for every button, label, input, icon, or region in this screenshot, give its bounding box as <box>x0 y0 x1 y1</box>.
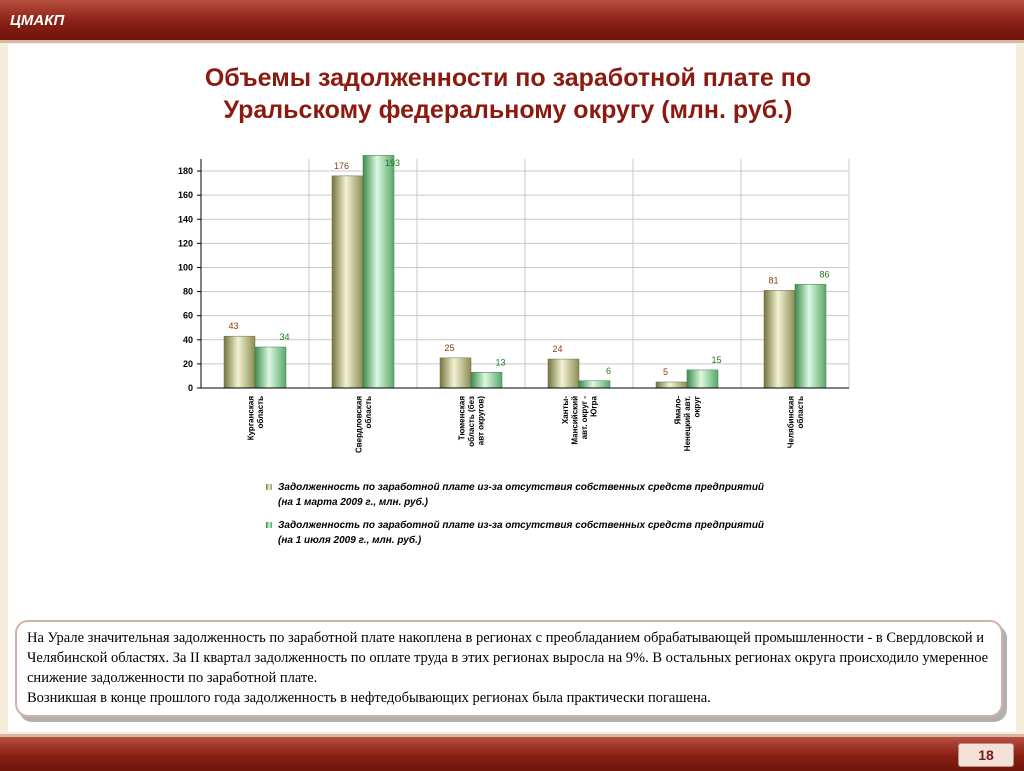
category-label-line: авт. округ - <box>579 396 589 440</box>
grid-lines <box>201 159 849 388</box>
legend-label-march-line2: (на 1 марта 2009 г., млн. руб.) <box>278 497 428 508</box>
top-bar <box>0 0 1024 43</box>
category-label-line: Челябинская <box>786 396 796 449</box>
category-label <box>354 396 373 453</box>
bar-march <box>548 359 579 388</box>
legend-swatch-march <box>266 484 272 490</box>
bar-chart <box>8 44 1016 484</box>
category-label-line: авт округов) <box>476 396 486 446</box>
category-label-line: Мансийский <box>570 396 580 445</box>
y-tick-label: 180 <box>177 166 193 177</box>
data-label-july: 86 <box>819 269 830 280</box>
axes <box>178 159 849 453</box>
data-label-july: 193 <box>384 158 401 168</box>
bar-march <box>656 382 687 388</box>
y-tick-label: 120 <box>177 238 193 249</box>
bar-march <box>224 336 255 388</box>
data-label-july: 6 <box>605 365 612 376</box>
data-label-march: 81 <box>768 275 779 286</box>
category-label <box>458 396 486 447</box>
y-tick-label: 20 <box>182 358 193 369</box>
title-line-1: Объемы задолженности по заработной плате по <box>204 64 812 92</box>
category-label-line: Свердловская <box>354 396 364 453</box>
data-label-march: 43 <box>228 321 239 332</box>
chart-legend <box>266 480 826 556</box>
category-label <box>674 395 702 451</box>
legend-item-july <box>266 518 826 548</box>
category-label <box>246 396 265 441</box>
y-tick-label: 40 <box>182 334 193 345</box>
commentary-box <box>15 620 1003 717</box>
title-line-2: Уральскому федеральному округу (млн. руб.) <box>223 96 793 124</box>
y-tick-label: 100 <box>177 262 193 273</box>
data-label-march: 24 <box>552 344 563 355</box>
legend-swatch-july <box>266 522 272 528</box>
category-label-line: округ <box>692 396 702 418</box>
bar-july <box>255 347 286 388</box>
page-number: 18 <box>958 743 1014 767</box>
bar-march <box>332 176 363 388</box>
data-label-july: 15 <box>711 354 722 365</box>
data-label-march: 5 <box>662 366 669 377</box>
category-label-line: область <box>795 396 805 429</box>
bar-july <box>579 381 610 388</box>
bar-july <box>687 370 718 388</box>
commentary-paragraph-2: Возникшая в конце прошлого года задолженность в нефтедобывающих регионах была практически погашена. <box>27 690 711 706</box>
bar-july <box>471 372 502 388</box>
category-label-line: Ненецкий авт. <box>683 396 692 452</box>
commentary-paragraph-1: На Урале значительная задолженность по заработной плате накоплена в регионах с преобладанием обрабатывающей промышленности - в Свердловской и Челябинской областях. За II квартал задолженность по оплате труда в этих регионах выросла на 9%. В остальных регионах округа происходило умеренное снижение задолженности по заработной плате. <box>27 630 989 686</box>
legend-item-march <box>266 480 826 510</box>
bar-march <box>440 358 471 388</box>
category-label-line: Югра <box>589 396 599 417</box>
data-label-july: 34 <box>279 332 290 343</box>
y-tick-label: 80 <box>182 286 193 297</box>
category-label-line: Ханты- <box>560 396 570 425</box>
data-label-july: 13 <box>495 357 506 368</box>
legend-label-july-line2: (на 1 июля 2009 г., млн. руб.) <box>278 535 422 546</box>
brand-label: ЦМАКП <box>10 12 65 29</box>
y-tick-label: 140 <box>177 214 193 225</box>
category-label-line: Курганская <box>246 396 256 441</box>
category-label-line: область <box>255 396 265 429</box>
legend-label-july-line1: Задолженность по заработной плате из-за отсутствия собственных средств предприятий <box>278 520 765 531</box>
y-tick-label: 60 <box>182 310 193 321</box>
data-label-march: 176 <box>333 160 350 171</box>
category-label <box>786 396 805 448</box>
bar-march <box>764 290 795 388</box>
category-label-line: область (без <box>467 396 476 447</box>
bottom-bar <box>0 734 1024 771</box>
slide <box>8 44 1016 732</box>
y-tick-label: 0 <box>187 383 193 393</box>
category-label-line: Тюменская <box>457 396 467 441</box>
bar-july <box>363 155 394 388</box>
category-label-line: область <box>363 396 373 429</box>
y-tick-label: 160 <box>177 190 193 201</box>
legend-label-march-line1: Задолженность по заработной плате из-за отсутствия собственных средств предприятий <box>278 482 765 493</box>
bar-july <box>795 284 826 388</box>
category-label <box>561 395 599 444</box>
data-label-march: 25 <box>444 342 455 353</box>
category-label-line: Ямало- <box>673 396 683 425</box>
